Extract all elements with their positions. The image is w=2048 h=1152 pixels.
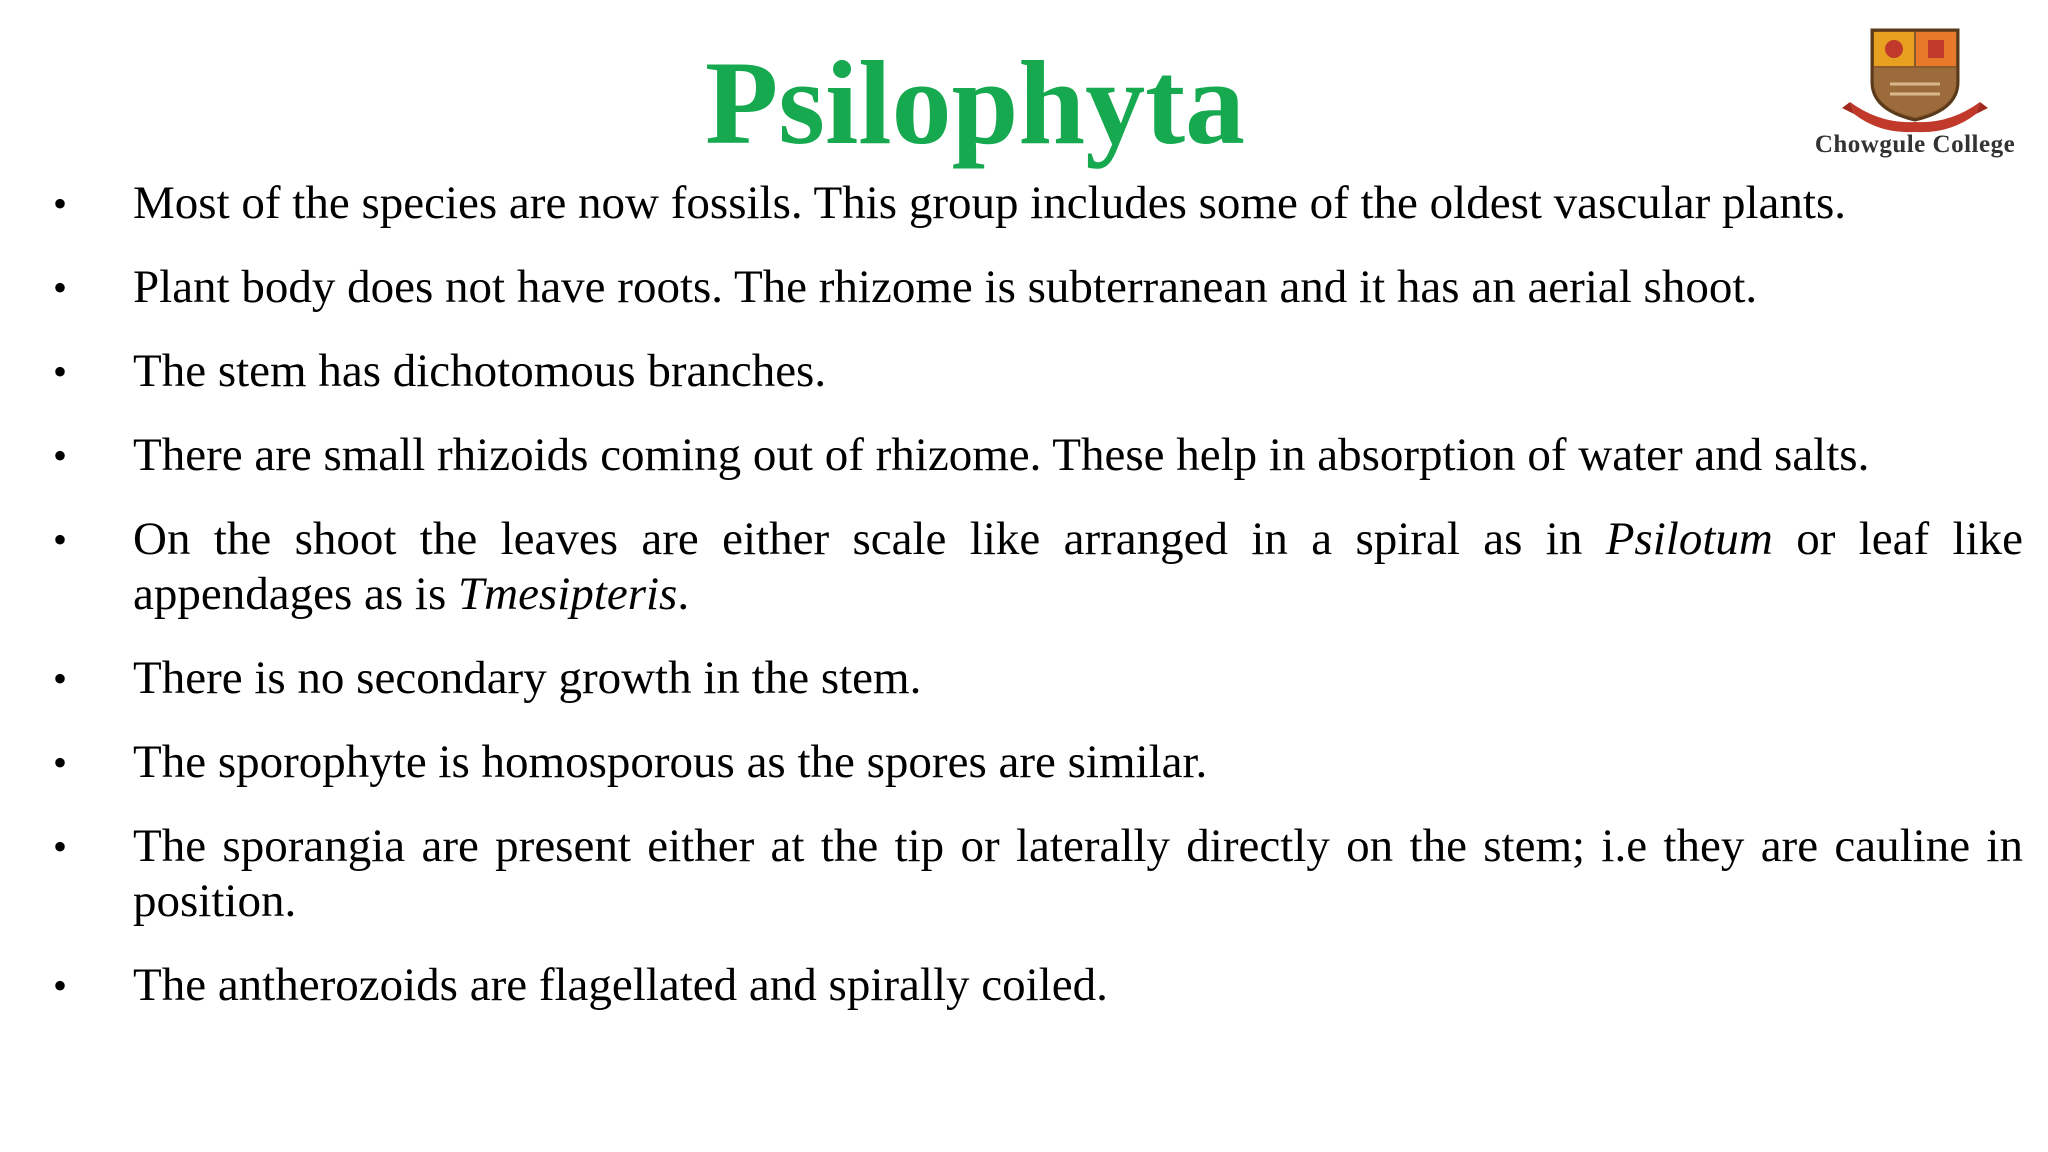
genus-name-psilotum: Psilotum <box>1605 513 1773 565</box>
list-item <box>53 651 2023 706</box>
bullet-text-segment: On the shoot the leaves are either scale like arranged in a spiral as in <box>133 513 1606 565</box>
bullet-text-segment: . <box>677 568 690 620</box>
bullet-text: The sporangia are present either at the tip or laterally directly on the stem; i.e they are cauline in position. <box>133 820 2023 927</box>
college-crest-icon <box>1840 24 1990 134</box>
bullet-list <box>0 176 2048 1042</box>
bullet-glyph: • <box>53 349 68 394</box>
bullet-glyph: • <box>53 740 68 785</box>
list-item <box>53 958 2023 1013</box>
bullet-text: Most of the species are now fossils. This group includes some of the oldest vascular plants. <box>133 177 1847 229</box>
genus-name-tmesipteris: Tmesipteris <box>457 568 678 620</box>
list-item <box>53 428 2023 483</box>
college-logo <box>1800 24 2030 164</box>
list-item <box>53 819 2023 929</box>
bullet-text <box>133 513 2023 620</box>
bullet-glyph: • <box>53 963 68 1008</box>
bullet-glyph: • <box>53 181 68 226</box>
bullet-text: Plant body does not have roots. The rhizome is subterranean and it has an aerial shoot. <box>133 261 1758 313</box>
list-item <box>53 260 2023 315</box>
list-item <box>53 344 2023 399</box>
bullet-text: There are small rhizoids coming out of rhizome. These help in absorption of water and salts. <box>133 429 1870 481</box>
bullet-text-segment: or leaf like appendages as is <box>133 513 2023 620</box>
bullet-text: There is no secondary growth in the stem. <box>133 652 922 704</box>
bullet-glyph: • <box>53 433 68 478</box>
bullet-glyph: • <box>53 824 68 869</box>
bullet-glyph: • <box>53 265 68 310</box>
logo-caption: Chowgule College <box>1814 131 2016 158</box>
list-item <box>53 176 2023 231</box>
bullet-text: The antherozoids are flagellated and spirally coiled. <box>133 959 1108 1011</box>
list-item <box>53 512 2023 622</box>
bullet-glyph: • <box>53 517 68 562</box>
bullet-text: The sporophyte is homosporous as the spores are similar. <box>133 736 1208 788</box>
bullet-glyph: • <box>53 656 68 701</box>
list-item <box>53 735 2023 790</box>
page-title: Psilophyta <box>704 36 1246 169</box>
bullet-text: The stem has dichotomous branches. <box>133 345 827 397</box>
